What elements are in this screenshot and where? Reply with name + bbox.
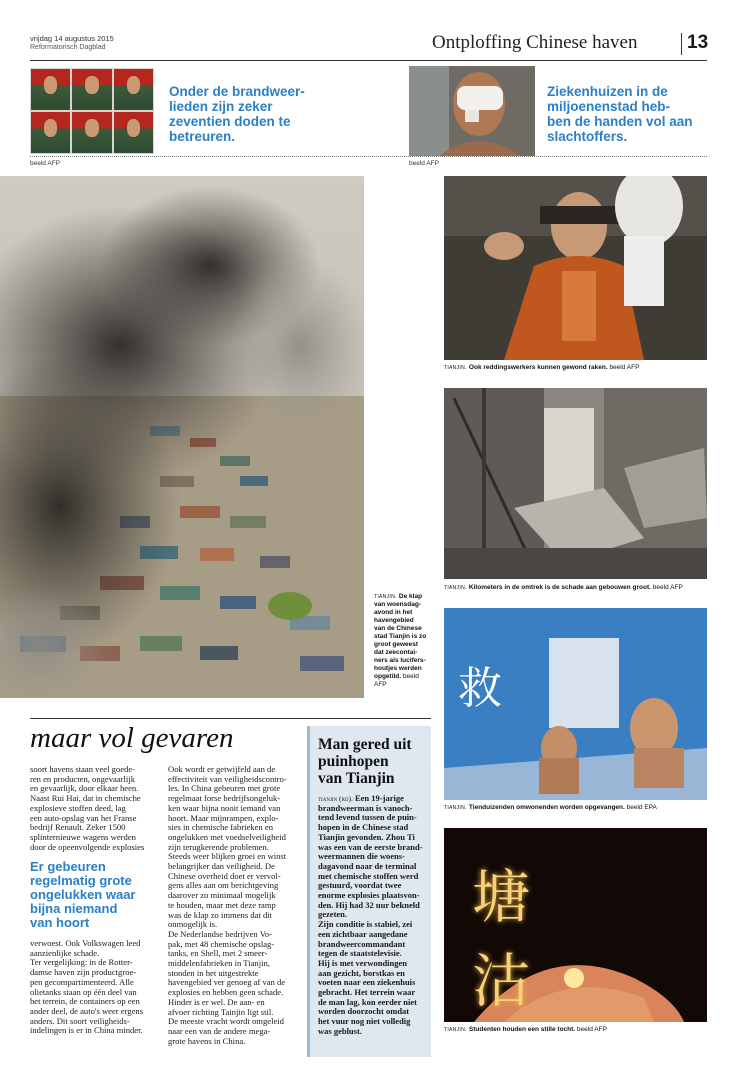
damaged-building-photo [444,388,707,579]
article-subhead: Er gebeuren regelmatig grote ongelukken waar bijna niemand van hoort [30,859,136,930]
sidebar-body: Een 19-jarige brandweerman is vanoch- tend levend tussen de puin- hopen in de Chinese stad Tianjin gevonden. Zhou Ti was een van de eerste brand- weermannen die woens- dagavond naar de terminal met chemische stoffen werd gestuurd, voordat twee enorme explosies plaatsvon- den. Hij had 32 uur bekneld gezeten. Zijn conditie is stabiel, zei een zichtbaar aangedane brandweercommandant tegen de staatstelevisie. Hij is met verwondingen aan gezicht, borstkas en voeten naar een ziekenhuis gebracht. Het terrein waar de man lag, kon eerder niet worden doorzocht omdat het vuur nog niet volledig was geblust. [318,793,423,1036]
candle-characters: 塘 沽 [472,863,567,1015]
explosion-site-photo [0,176,364,698]
page-number: 13 [687,32,709,53]
sidebar-title: Man gered uit puinhopen van Tianjin [318,736,412,787]
portrait [72,69,111,110]
issue-date: vrijdag 14 augustus 2015 [30,34,114,43]
caption-credit: beeld AFP [576,1026,607,1033]
newspaper-name: Reformatorisch Dagblad [30,44,106,51]
photo-caption [444,804,707,812]
caption-credit: beeld AFP [374,673,419,688]
candle-vigil-photo [444,828,707,1022]
masthead-rule [30,60,707,61]
news-sidebar-box [307,726,431,1057]
article-column-1-top: soort havens staan veel goede- ren en producten, ongevaarlijk en gevaarlijk, door elkaar heen. Naast Rui Hai, dat in chemische explosieve stoffen deed, lag een auto-opslag van het Franse bedrijf Renault. Zeker 1500 splinternieuwe wagens werden door de opeenvolgende explosies [30,764,145,852]
main-photo-caption [374,593,434,689]
caption-text: Studenten houden een stille tocht. [468,1026,576,1033]
evacuees-shelter-photo [444,608,707,800]
section-title: Ontploffing Chinese haven [432,32,638,53]
caption-city: tianjin. [444,364,468,371]
firefighter-portraits-photo [30,68,154,154]
sidebar-city: tianjin (rd). [318,794,353,803]
caption-city: tianjin. [374,593,398,600]
injured-rescuer-photo [444,176,707,360]
photo-caption [444,364,707,372]
caption-credit: beeld AFP [609,364,640,371]
photo-credit: beeld AFP [30,160,60,167]
portrait [72,112,111,153]
caption-city: tianjin. [444,804,468,811]
shelter-sign-text: 救 [458,663,502,714]
caption-text: Tienduizenden omwonenden worden opgevangen. [468,804,625,811]
portrait [31,112,70,153]
portrait [31,69,70,110]
article-title: maar vol gevaren [30,722,234,754]
masthead-divider [681,33,682,55]
photo-caption [444,1026,707,1034]
caption-credit: beeld AFP [652,584,683,591]
teaser-headline-firefighters: Onder de brandweer- lieden zijn zeker zeventien doden te betreuren. [169,84,305,144]
injured-man-photo [409,66,535,156]
teaser-headline-hospitals: Ziekenhuizen in de miljoenenstad heb- ben de handen vol aan slachtoffers. [547,84,693,144]
caption-text: Kilometers in de omtrek is de schade aan gebouwen groot. [468,584,651,591]
portrait [114,112,153,153]
article-rule [30,718,431,719]
article-column-1-bottom: verwoest. Ook Volkswagen leed aanzienlijke schade. Ter vergelijking: in de Rotter- damse haven zijn productgroe- pen gecompartimenteerd. Alle olietanks staan op één deel van het terrein, de containers op een ander deel, de auto's weer ergens anders. Dit soort veiligheids- indelingen is er in China minder. [30,938,144,1036]
caption-city: tianjin. [444,584,468,591]
photo-caption [444,584,707,592]
portrait [114,69,153,110]
caption-text: De klap van woensdag- avond in het havengebied van de Chinese stad Tianjin is zo groot geweest dat zeecontai- ners als lucifers- houtjes werden opgetild. [374,593,427,680]
sidebar-text [318,794,432,1037]
teaser-divider [30,156,707,157]
caption-text: Ook reddingswerkers kunnen gewond raken. [468,364,608,371]
article-column-2: Ook wordt er getwijfeld aan de effectiviteit van veiligheidscontro- les. In China gebeuren met grote regelmaat forse bedrijfsongeluk- ken waar bijna nooit iemand van hoort. Maar mijnrampen, explo- sies in chemische fabrieken en ongelukken met voedselveiligheid zijn terugkerende problemen. Steeds weer blijken groei en winst belangrijker dan veiligheid. De Chinese overheid doet er vervol- gens alles aan om berichtgeving daarover zo minimaal mogelijk te houden, maar met deze ramp was de klap zo immens dat dit onmogelijk is. De Nederlandse bedrijven Vo- pak, met 48 chemische opslag- tanks, en Shell, met 2 smeer- middelenfabrieken in Tianjin, stonden in het uitgestrekte havengebied ver genoeg af van de explosies en hebben geen schade. Hinder is er wel. De aan- en afvoer richting Tainjin ligt stil. De meeste vracht wordt omgeleid naar een van de andere mega- grote havens in China. [168,764,287,1046]
caption-credit: beeld EPA [626,804,657,811]
photo-credit: beeld AFP [409,160,439,167]
caption-city: tianjin. [444,1026,468,1033]
